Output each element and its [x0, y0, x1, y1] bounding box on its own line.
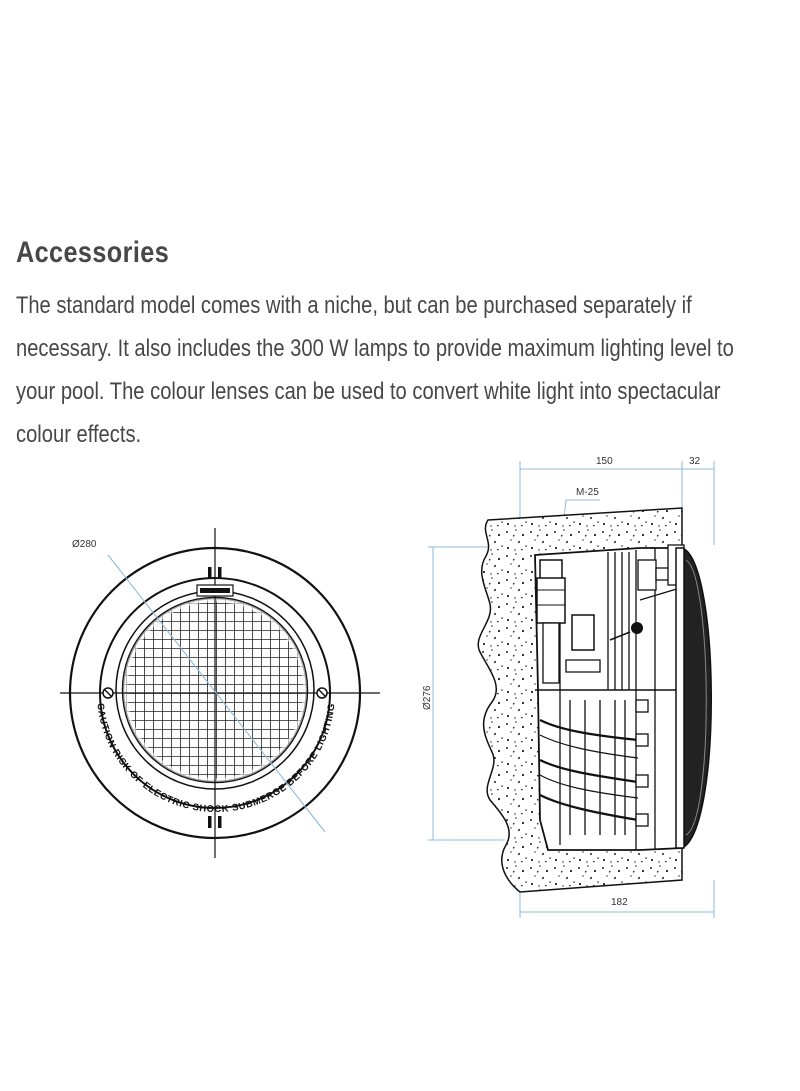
dim-top-left-label: 150: [596, 456, 613, 467]
screw-left-icon: [103, 688, 113, 698]
screw-right-icon: [317, 688, 327, 698]
front-diameter-label: Ø280: [72, 539, 97, 550]
section-heading: Accessories: [16, 236, 170, 269]
caution-ring-text: CAUTION RISK OF ELECTRIC SHOCK SUBMERGE BEFORE LIGHTING: [94, 702, 338, 816]
section-body-text: The standard model comes with a niche, but can be purchased separately if necessary. It also includes the 300 W lamps to provide maximum lighting level to your pool. The colour lenses can be used to convert white light into spectacular colour effects.: [16, 292, 734, 448]
dim-top-right-label: 32: [689, 456, 701, 467]
front-view-drawing: [60, 528, 380, 858]
side-view-drawing: [422, 456, 714, 918]
dim-bottom-label: 182: [611, 897, 628, 908]
side-diameter-label: Ø276: [422, 685, 433, 710]
thread-label: M-25: [576, 487, 599, 498]
lamp-dome: [676, 548, 711, 848]
